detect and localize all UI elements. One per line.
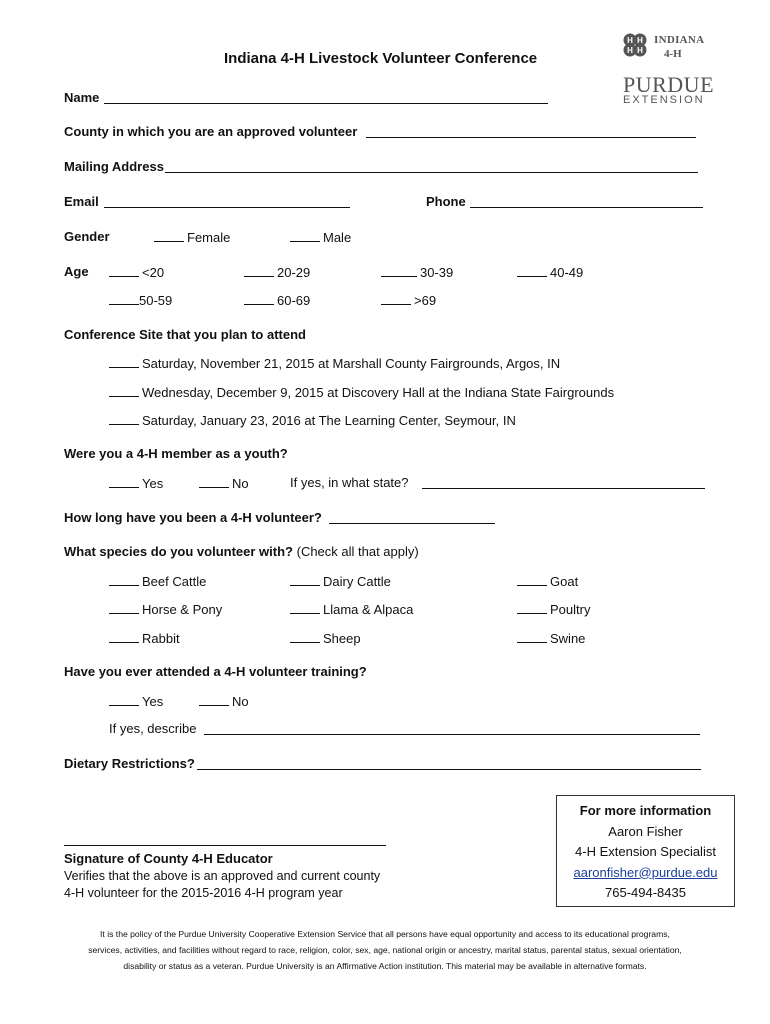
- training-question: Have you ever attended a 4-H volunteer training?: [64, 664, 367, 679]
- checkbox-blank[interactable]: [109, 693, 139, 706]
- species-option-label: Swine: [550, 631, 586, 646]
- signature-line[interactable]: [64, 845, 386, 846]
- age-label: Age: [64, 264, 89, 279]
- training-no-option[interactable]: [199, 693, 249, 709]
- logo-extension: EXTENSION: [623, 94, 705, 106]
- checkbox-blank[interactable]: [154, 229, 184, 242]
- training-no-label: No: [232, 694, 249, 709]
- checkbox-blank[interactable]: [109, 264, 139, 277]
- svg-text:H: H: [627, 36, 633, 45]
- checkbox-blank[interactable]: [109, 601, 139, 614]
- dietary-label: Dietary Restrictions?: [64, 756, 195, 771]
- species-question: [64, 544, 419, 559]
- age-option-label: 20-29: [277, 265, 311, 280]
- signature-label: Signature of County 4-H Educator: [64, 851, 273, 866]
- youth-yes-label: Yes: [142, 476, 164, 491]
- youth-state-label: If yes, in what state?: [290, 475, 409, 490]
- species-option-label: Sheep: [323, 631, 361, 646]
- youth-no-label: No: [232, 476, 249, 491]
- checkbox-blank[interactable]: [517, 573, 547, 586]
- logo-purdue: PURDUE: [623, 72, 715, 97]
- policy-line: services, activities, and facilities without regard to race, religion, color, sex, age, national origin or ancestry, marital status, parental status, sexual orientation,: [88, 945, 682, 955]
- svg-text:H: H: [627, 46, 633, 55]
- contact-phone: 765-494-8435: [605, 885, 686, 900]
- checkbox-blank[interactable]: [381, 292, 411, 305]
- checkbox-blank[interactable]: [290, 630, 320, 643]
- conference-option[interactable]: [109, 355, 560, 371]
- checkbox-blank[interactable]: [290, 573, 320, 586]
- policy-line: disability or status as a veteran. Purdue University is an Affirmative Action institution. This material may be available in alternative formats.: [123, 961, 647, 971]
- county-field[interactable]: [366, 137, 696, 138]
- four-leaf-clover-icon: [620, 30, 650, 60]
- species-option[interactable]: [517, 601, 590, 617]
- how-long-field[interactable]: [329, 523, 495, 524]
- youth-state-field[interactable]: [422, 488, 705, 489]
- phone-label: Phone: [426, 194, 466, 209]
- logo-4h: 4-H: [664, 48, 682, 60]
- age-option[interactable]: [109, 292, 172, 308]
- checkbox-blank[interactable]: [109, 384, 139, 397]
- signature-note-line1: Verifies that the above is an approved and current county: [64, 869, 381, 883]
- contact-email-link[interactable]: aaronfisher@purdue.edu: [573, 864, 718, 880]
- age-option[interactable]: [517, 264, 583, 280]
- age-option-label: 60-69: [277, 293, 311, 308]
- checkbox-blank[interactable]: [199, 693, 229, 706]
- gender-female-label: Female: [187, 230, 231, 245]
- mailing-field[interactable]: [165, 172, 698, 173]
- species-note: (Check all that apply): [296, 544, 419, 559]
- species-option-label: Goat: [550, 574, 579, 589]
- checkbox-blank[interactable]: [290, 229, 320, 242]
- name-label: Name: [64, 90, 100, 105]
- species-option-label: Dairy Cattle: [323, 574, 391, 589]
- species-option-label: Rabbit: [142, 631, 180, 646]
- checkbox-blank[interactable]: [109, 475, 139, 488]
- species-option[interactable]: [290, 601, 413, 617]
- checkbox-blank[interactable]: [109, 412, 139, 425]
- mailing-label: Mailing Address: [64, 159, 164, 174]
- species-option-label: Horse & Pony: [142, 602, 223, 617]
- species-question-text: What species do you volunteer with?: [64, 544, 293, 559]
- dietary-field[interactable]: [197, 769, 701, 770]
- age-option-label: 40-49: [550, 265, 584, 280]
- checkbox-blank[interactable]: [381, 264, 417, 277]
- age-option[interactable]: [381, 264, 453, 280]
- training-describe-label: If yes, describe: [109, 721, 197, 736]
- checkbox-blank[interactable]: [109, 292, 139, 305]
- gender-option-male[interactable]: [290, 229, 351, 245]
- contact-heading: For more information: [579, 803, 712, 818]
- gender-option-female[interactable]: [154, 229, 230, 245]
- age-option[interactable]: [244, 264, 310, 280]
- policy-line: It is the policy of the Purdue University Cooperative Extension Service that all persons have equal opportunity and access to its educational programs,: [100, 929, 670, 939]
- species-option[interactable]: [517, 630, 585, 646]
- svg-text:H: H: [637, 46, 643, 55]
- age-option[interactable]: [244, 292, 310, 308]
- indiana-4h-purdue-logo: [618, 30, 715, 108]
- name-field[interactable]: [104, 103, 548, 104]
- conference-question: Conference Site that you plan to attend: [64, 327, 306, 342]
- age-option[interactable]: [109, 264, 164, 280]
- conference-option[interactable]: [109, 384, 614, 400]
- age-option-label: 50-59: [139, 293, 173, 308]
- gender-label: Gender: [64, 229, 110, 244]
- checkbox-blank[interactable]: [109, 630, 139, 643]
- signature-note-line2: 4-H volunteer for the 2015-2016 4-H program year: [64, 886, 343, 900]
- conference-option-label: Saturday, January 23, 2016 at The Learning Center, Seymour, IN: [142, 413, 516, 428]
- species-option[interactable]: [109, 601, 222, 617]
- species-option[interactable]: [290, 630, 361, 646]
- species-option[interactable]: [290, 573, 391, 589]
- checkbox-blank[interactable]: [109, 573, 139, 586]
- training-yes-option[interactable]: [109, 693, 163, 709]
- checkbox-blank[interactable]: [517, 630, 547, 643]
- checkbox-blank[interactable]: [290, 601, 320, 614]
- how-long-question: How long have you been a 4-H volunteer?: [64, 510, 322, 525]
- checkbox-blank[interactable]: [517, 601, 547, 614]
- checkbox-blank[interactable]: [109, 355, 139, 368]
- age-option-label: >69: [414, 293, 437, 308]
- age-option-label: 30-39: [420, 265, 454, 280]
- phone-field[interactable]: [470, 207, 703, 208]
- county-label: County in which you are an approved volunteer: [64, 124, 358, 139]
- age-option-label: <20: [142, 265, 165, 280]
- svg-text:H: H: [637, 36, 643, 45]
- youth-member-question: Were you a 4-H member as a youth?: [64, 446, 288, 461]
- page-title: Indiana 4-H Livestock Volunteer Conference: [224, 50, 538, 67]
- policy-statement: [55, 926, 715, 974]
- species-option-label: Llama & Alpaca: [323, 602, 414, 617]
- conference-option[interactable]: [109, 412, 516, 428]
- checkbox-blank[interactable]: [517, 264, 547, 277]
- email-label: Email: [64, 194, 99, 209]
- species-option[interactable]: [517, 573, 578, 589]
- training-describe-field[interactable]: [204, 734, 700, 735]
- contact-role: 4-H Extension Specialist: [575, 844, 716, 859]
- youth-yes-option[interactable]: [109, 475, 163, 491]
- species-option-label: Beef Cattle: [142, 574, 207, 589]
- species-option[interactable]: [109, 573, 206, 589]
- contact-name: Aaron Fisher: [608, 823, 683, 839]
- logo-indiana: INDIANA: [654, 34, 705, 46]
- email-field[interactable]: [104, 207, 350, 208]
- training-yes-label: Yes: [142, 694, 164, 709]
- gender-male-label: Male: [323, 230, 352, 245]
- species-option[interactable]: [109, 630, 180, 646]
- conference-option-label: Wednesday, December 9, 2015 at Discovery Hall at the Indiana State Fairgrounds: [142, 385, 615, 400]
- contact-info-box: [556, 795, 735, 907]
- species-option-label: Poultry: [550, 602, 591, 617]
- conference-option-label: Saturday, November 21, 2015 at Marshall County Fairgrounds, Argos, IN: [142, 356, 561, 371]
- checkbox-blank[interactable]: [199, 475, 229, 488]
- age-option[interactable]: [381, 292, 436, 308]
- checkbox-blank[interactable]: [244, 264, 274, 277]
- checkbox-blank[interactable]: [244, 292, 274, 305]
- youth-no-option[interactable]: [199, 475, 249, 491]
